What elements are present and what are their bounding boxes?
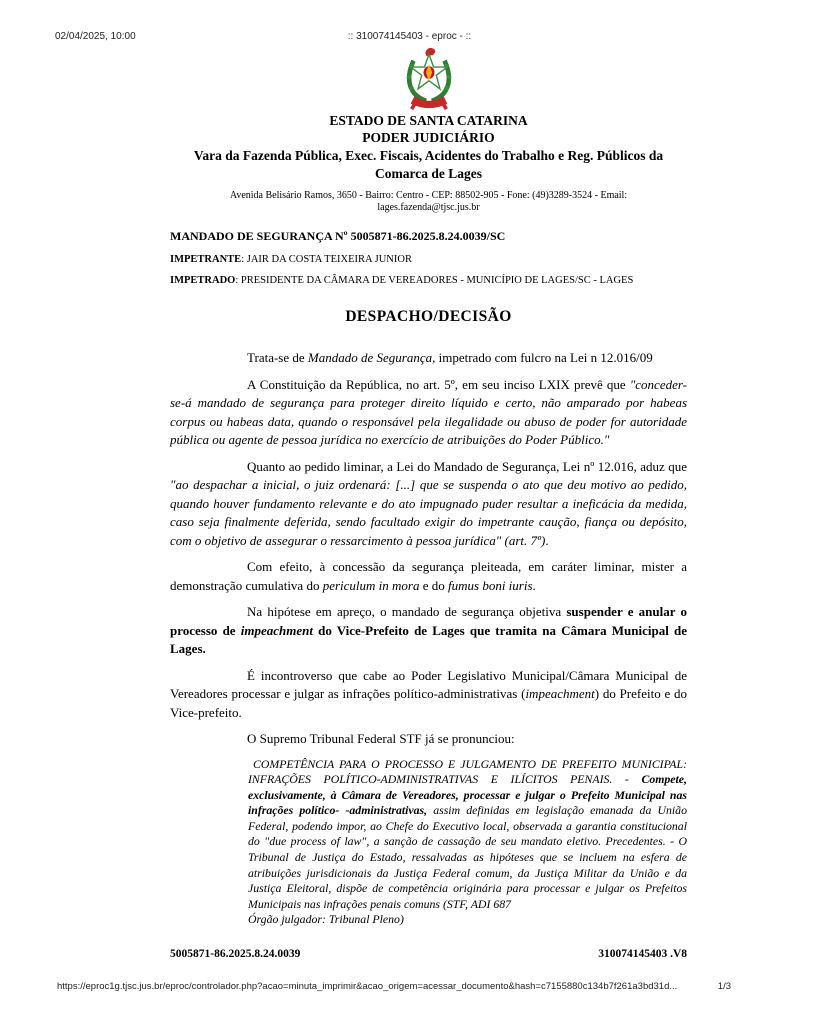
citation-block (248, 757, 687, 929)
party-role-label: IMPETRANTE (170, 254, 242, 265)
citation-organ: Órgão julgador: Tribunal Pleno) (248, 912, 404, 927)
print-title: :: 310074145403 - eproc - :: (347, 31, 472, 42)
party-impetrado (170, 275, 687, 286)
paragraph-3 (170, 458, 687, 551)
letterhead-state: ESTADO DE SANTA CATARINA (329, 113, 528, 128)
paragraph-3-text: Quanto ao pedido liminar, a Lei do Mandado de Segurança, Lei nº 12.016, aduz que (247, 458, 687, 474)
paragraph-3-text: . (545, 532, 549, 548)
document-footer (170, 948, 687, 960)
citation-bold: Compete, exclusivamente, à Câmara de Vereadores, processar e julgar o Prefeito Municipal nas infrações político- -administrativas, (248, 772, 687, 818)
paragraph-7 (170, 730, 687, 749)
party-impetrante (170, 254, 687, 265)
paragraph-1 (170, 349, 687, 368)
paragraph-6-text: É incontroverso que cabe ao Poder Legislativo Municipal/Câmara Municipal de Vereadores processar e julgar as infrações político-administrativas ( (170, 667, 687, 701)
paragraph-6-text: ) do Prefeito e do Vice-prefeito. (170, 686, 687, 720)
paragraph-5-text: Na hipótese em apreço, o mandado de segurança objetiva (247, 604, 567, 619)
paragraph-2 (170, 376, 687, 450)
paragraph-4-latin: periculum in mora (322, 577, 420, 593)
paragraph-4 (170, 558, 687, 595)
party-role-label: IMPETRADO (170, 275, 236, 286)
paragraph-4-text: . (532, 577, 536, 593)
letterhead (170, 46, 687, 214)
letterhead-branch: PODER JUDICIÁRIO (362, 130, 495, 145)
paragraph-3-quote: "ao despachar a inicial, o juiz ordenará: [...] que se suspenda o ato que deu motivo ao pedido, quando houver fundamento relevante e do ato impugnado puder resultar a ineficácia da medida, caso seja finalmente deferida, sendo facultado exigir do impetrante caução, fiança ou depósito, com o objetivo de assegurar o ressarcimento à pessoa jurídica" (art. 7º) (170, 477, 687, 548)
citation-text: assim definidas em legislação emanada da União Federal, podendo impor, ao Chefe do Executivo local, observada a garantia constitucional do "due process of law", a sanção de cassação de seu mandato eletivo. Precedentes. - O Tribunal de Justiça do Estado, ressalvadas as hipóteses que se incluem na esfera de atribuições jurisdicionais da Justiça Federal comum, da Justiça Militar da União e da Justiça Eleitoral, dispõe de competência originária para processar e julgar os Prefeitos Municipais nas infrações penais comuns (STF, ADI 687 (248, 803, 687, 911)
paragraph-5-bold: do Vice-Prefeito de Lages que tramita na Câmara Municipal de Lages. (170, 622, 687, 656)
letterhead-address: Avenida Belisário Ramos, 3650 - Bairro: Centro - CEP: 88502-905 - Fone: (49)3289-3524 - Email: lages.fazenda@tjsc.jus.br (229, 190, 628, 213)
print-url: https://eproc1g.tjsc.jus.br/eproc/controlador.php?acao=minuta_imprimir&acao_origem=acessar_documento&hash=c7155880c134b7f261a3bd31d... (57, 981, 678, 992)
document-content (170, 0, 687, 928)
paragraph-5-bold-italic: impeachment (240, 622, 313, 638)
paragraph-6-italic: impeachment (525, 686, 595, 701)
paragraph-1-italic: Mandado de Segurança, (307, 350, 436, 365)
paragraph-4-text: Com efeito, à concessão da segurança pleiteada, em caráter liminar, mister a demonstração cumulativa do (170, 559, 687, 593)
paragraph-2-quote: "conceder-se-á mandado de segurança para proteger direito líquido e certo, não amparado por habeas corpus ou habeas data, quando o responsável pela ilegalidade ou abuso de poder for autoridade pública ou agente de pessoa jurídica no exercício de atribuições do Poder Público." (170, 376, 687, 447)
paragraph-1-text: impetrado com fulcro na Lei n 12.016/09 (435, 350, 653, 365)
letterhead-court: Vara da Fazenda Pública, Exec. Fiscais, Acidentes do Trabalho e Reg. Públicos da Comarca de Lages (193, 148, 664, 181)
citation-caps: COMPETÊNCIA PARA O PROCESSO E JULGAMENTO DE PREFEITO MUNICIPAL: INFRAÇÕES POLÍTICO-ADMINISTRATIVAS E ILÍCITOS PENAIS. - (248, 756, 687, 787)
paragraph-1-text: Trata-se de (247, 350, 308, 365)
coat-of-arms-icon (400, 46, 458, 110)
paragraph-4-latin: fumus boni iuris (448, 577, 533, 593)
party-name: : PRESIDENTE DA CÂMARA DE VEREADORES - MUNICÍPIO DE LAGES/SC - LAGES (235, 275, 634, 286)
party-name: : JAIR DA COSTA TEIXEIRA JUNIOR (241, 254, 412, 265)
paragraph-5 (170, 603, 687, 659)
paragraph-6 (170, 667, 687, 723)
print-datetime: 02/04/2025, 10:00 (55, 31, 136, 42)
paragraph-7-text: O Supremo Tribunal Federal STF já se pronunciou: (247, 731, 515, 746)
paragraph-4-text: e do (419, 577, 449, 593)
section-title: DESPACHO/DECISÃO (345, 308, 512, 325)
paragraph-2-text: A Constituição da República, no art. 5º, em seu inciso LXIX prevê que (247, 376, 630, 392)
print-page-indicator: 1/3 (717, 981, 731, 992)
footer-case-number: 5005871-86.2025.8.24.0039 (170, 948, 301, 960)
paragraph-5-bold: suspender e anular o processo de (170, 604, 687, 638)
print-footer (57, 981, 731, 992)
footer-document-version: 310074145403 .V8 (598, 948, 687, 960)
case-title: MANDADO DE SEGURANÇA Nº 5005871-86.2025.8.24.0039/SC (170, 229, 506, 243)
